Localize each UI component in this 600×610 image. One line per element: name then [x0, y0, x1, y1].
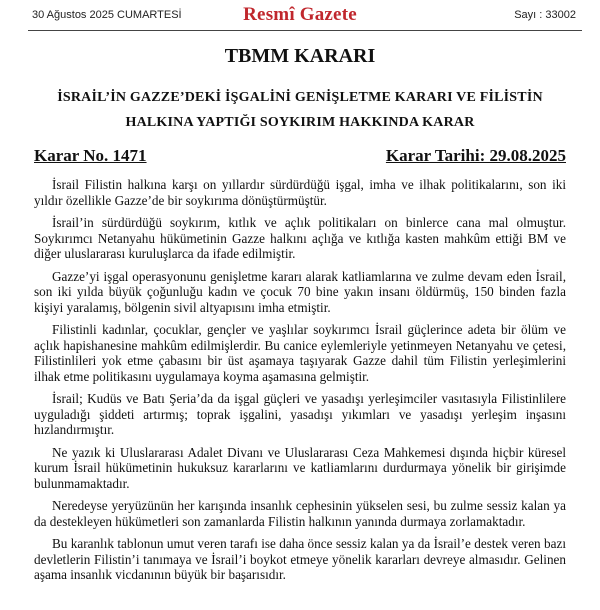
decision-number: Karar No. 1471	[34, 146, 147, 165]
header-divider	[28, 30, 582, 31]
body-paragraph: Neredeyse yeryüzünün her karışında insanlık cephesinin yükselen sesi, bu zulme sessiz kalan ya da destekleyen hükümetleri son zamanlarda Filistin halkının yanında durmaya zorlamaktadır.	[34, 498, 566, 529]
body-paragraph: Ne yazık ki Uluslararası Adalet Divanı ve Uluslararası Ceza Mahkemesi dışında hiçbir küresel kurum İsrail hükümetinin hukuksuz kararlarını ve katliamlarını durdurmaya yönelik bir girişimde bulunmamaktadır.	[34, 444, 566, 491]
document-title: TBMM KARARI	[224, 45, 376, 67]
body-paragraph: Bu karanlık tablonun umut veren tarafı ise daha önce sessiz kalan ya da İsrail’e destek veren bazı devletlerin Filistin’i tanımaya ve İsrail’i boykot etmeye yönelik kararları devreye almasıdır. Gelinen aşama insanlık vicdanının büyük bir başarısıdır.	[34, 536, 566, 582]
document-subtitle-line-1: İSRAİL’İN GAZZE’DEKİ İŞGALİNİ GENİŞLETME KARARI VE FİLİSTİN	[57, 90, 543, 105]
decision-info	[34, 146, 566, 168]
gazette-header	[0, 0, 600, 34]
body-paragraph: Gazze’yi işgal operasyonunu genişletme kararı alarak katliamlarına ve zulme devam eden İsrail, son iki yılda büyük çoğunluğu kadın ve çocuk 70 bine yakın insanı öldürmüş, 150 binden fazla kişiyi yaralamış, bölgenin sivil altyapısını imha etmiştir.	[34, 268, 566, 315]
body-paragraph: İsrail; Kudüs ve Batı Şeria’da da işgal güçleri ve yasadışı yerleşimciler vasıtasıyla Filistinlilere uyguladığı şiddeti artırmış; toprak işgalini, yasadışı yıkımları ve yasadışı yerleşim inşasını hızlandırmıştır.	[34, 391, 566, 437]
body-paragraph: Filistinli kadınlar, çocuklar, gençler ve yaşlılar soykırımcı İsrail güçlerince adeta bir ölüm ve açlık hapishanesine mahkûm edilmişlerdir. Bu canice eylemleriyle yetinmeyen Netanyahu ve çetesi, Filistinlileri yok etme çabasını bir üst aşamaya taşıyarak Gazze dahil tüm Filistin yerleşimlerini ilhak etme politikasını uygulamaya koyma aşamasına gelmiştir.	[34, 322, 566, 384]
document-body	[34, 177, 566, 590]
body-paragraph: İsrail Filistin halkına karşı on yıllardır sürdürdüğü işgal, imha ve ilhak politikalarını, son iki yıldır özellikle Gazze’de bir soykırıma dönüştürmüştür.	[34, 177, 566, 208]
document-subtitle-line-2: HALKINA YAPTIĞI SOYKIRIM HAKKINDA KARAR	[125, 115, 475, 130]
gazette-title: Resmî Gazete	[243, 4, 357, 25]
issue-number: Sayı : 33002	[514, 9, 576, 21]
decision-date: Karar Tarihi: 29.08.2025	[385, 146, 566, 165]
header-date: 30 Ağustos 2025 CUMARTESİ	[32, 9, 182, 21]
body-paragraph: İsrail’in sürdürdüğü soykırım, kıtlık ve açlık politikaları on binlerce cana mal olmuştur. Soykırımcı Netanyahu hükümetinin Gazze halkını açlığa ve kıtlığa kasten mahkûm ettiği BM ve diğer uluslararası kuruluşlarca da ifade edilmiştir.	[34, 215, 566, 261]
